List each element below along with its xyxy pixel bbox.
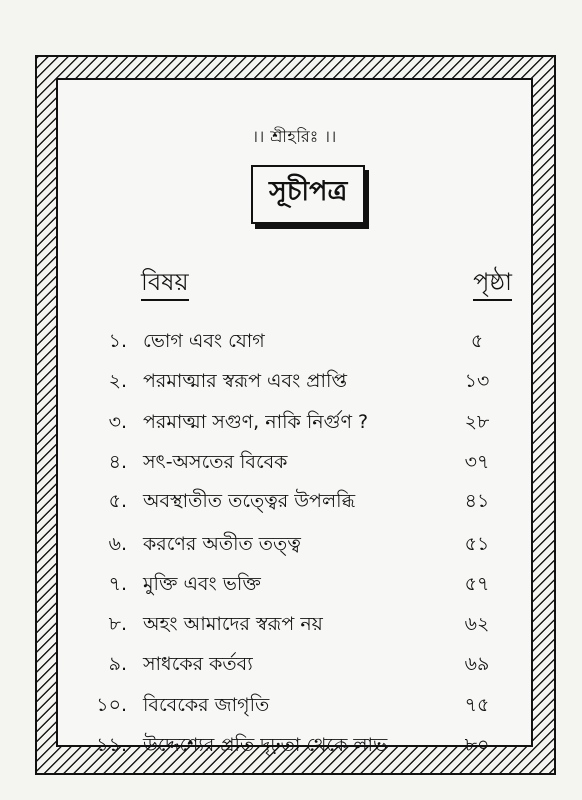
toc-entry xyxy=(58,483,531,519)
entry-number: ২. xyxy=(108,370,127,392)
contents-panel xyxy=(56,78,533,756)
entry-page: ৬৯ xyxy=(464,653,490,675)
toc-entry xyxy=(58,363,531,399)
entry-number: ৭. xyxy=(108,573,127,595)
entry-number: ৯. xyxy=(108,653,127,675)
entry-title: মুক্তি এবং ভক্তি xyxy=(143,573,261,595)
entry-number: ৪. xyxy=(108,451,127,473)
entry-page: ১৩ xyxy=(464,370,490,392)
entry-title: উদ্দেশ্যের প্রতি দৃঢ়তা থেকে লাভ xyxy=(143,734,388,756)
entry-title: পরমাত্মা সগুণ, নাকি নির্গুণ ? xyxy=(143,411,369,433)
toc-entry xyxy=(58,526,531,562)
entry-page: ২৮ xyxy=(464,411,490,433)
entry-page: ৫৭ xyxy=(464,573,490,595)
toc-entry xyxy=(58,687,531,723)
entry-number: ১১. xyxy=(96,734,127,756)
entry-title: সৎ-অসতের বিবেক xyxy=(143,451,288,473)
entry-number: ১. xyxy=(108,330,127,352)
entry-page: ৭৫ xyxy=(464,694,490,716)
toc-entry xyxy=(58,727,531,763)
entry-number: ১০. xyxy=(96,694,127,716)
entry-title: ভোগ এবং যোগ xyxy=(143,330,265,352)
subject-column-header: বিষয় xyxy=(141,268,189,301)
entry-page: ৫ xyxy=(470,330,484,352)
toc-entry xyxy=(58,566,531,602)
toc-entry xyxy=(58,404,531,440)
entry-page: ৩৭ xyxy=(464,451,490,473)
entry-page: ৬২ xyxy=(464,613,490,635)
entry-number: ৩. xyxy=(108,411,127,433)
entry-title: বিবেকের জাগৃতি xyxy=(143,694,270,716)
toc-entry xyxy=(58,606,531,642)
entry-number: ৮. xyxy=(108,613,127,635)
entry-page: ৮০ xyxy=(464,734,490,756)
toc-entry xyxy=(58,323,531,359)
decorative-hatched-border xyxy=(35,55,556,775)
entry-title: পরমাত্মার স্বরূপ এবং প্রাপ্তি xyxy=(143,370,348,392)
toc-entry xyxy=(58,444,531,480)
page-title: সূচীপত্র xyxy=(251,165,365,224)
entry-title: অবস্থাতীত তত্ত্বের উপলব্ধি xyxy=(143,490,356,512)
entry-number: ৫. xyxy=(108,490,127,512)
entry-page: ৪১ xyxy=(464,490,490,512)
toc-entry xyxy=(58,646,531,682)
entry-title: করণের অতীত তত্ত্ব xyxy=(143,533,301,555)
blessing-text: ।। শ্রীহরিঃ ।। xyxy=(252,127,337,146)
page-column-header: পৃষ্ঠা xyxy=(473,268,512,301)
entry-title: সাধকের কর্তব্য xyxy=(143,653,253,675)
entry-title: অহং আমাদের স্বরূপ নয় xyxy=(143,613,323,635)
entry-page: ৫১ xyxy=(464,533,490,555)
entry-number: ৬. xyxy=(108,533,127,555)
